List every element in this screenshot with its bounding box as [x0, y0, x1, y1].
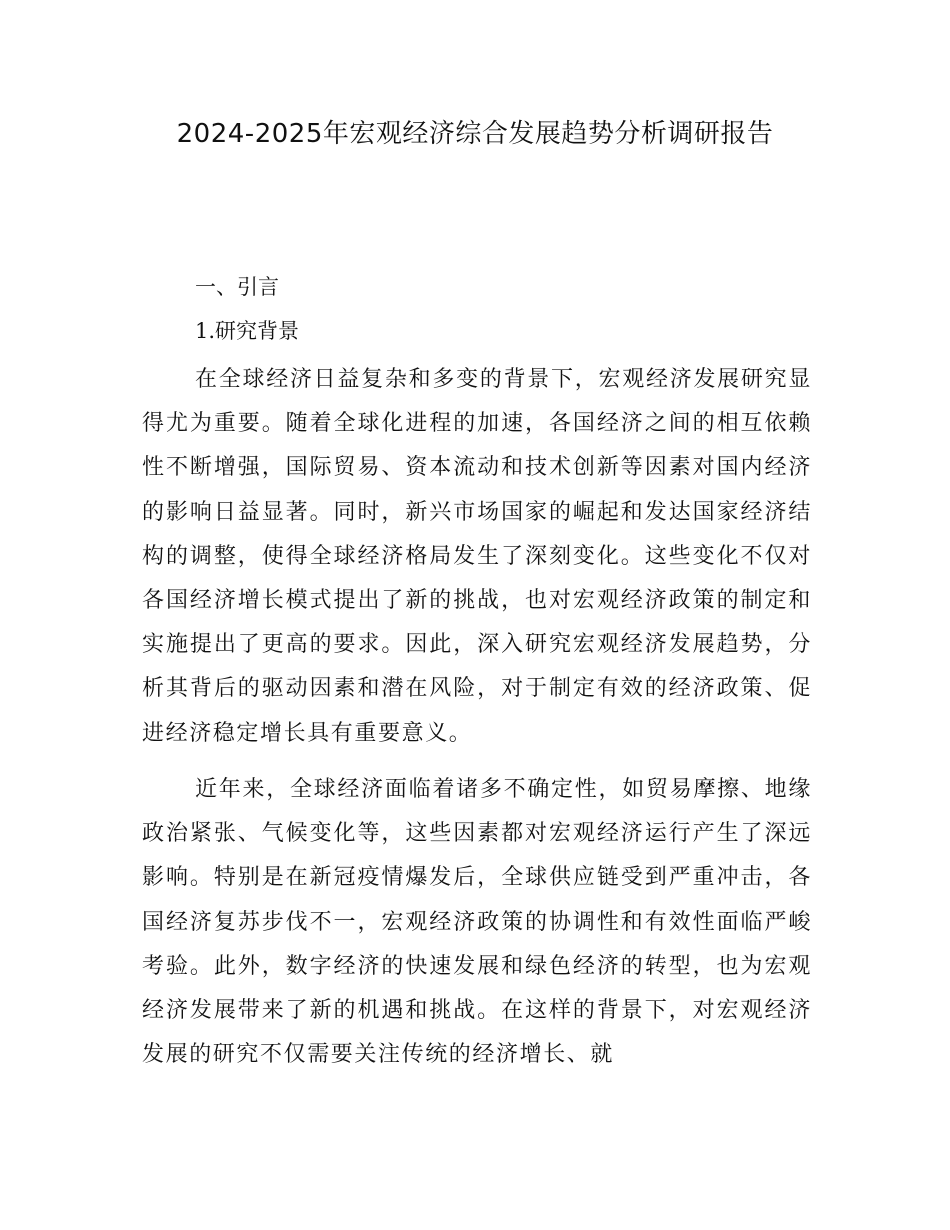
section-heading: 一、引言: [195, 275, 279, 299]
subsection-heading: 1.研究背景: [195, 319, 300, 343]
document-title: 2024-2025年宏观经济综合发展趋势分析调研报告: [176, 119, 774, 149]
body-paragraph-2: 近年来，全球经济面临着诸多不确定性，如贸易摩擦、地缘政治紧张、气候变化等，这些因素都对宏观经济运行产生了深远影响。特别是在新冠疫情爆发后，全球供应链受到严重冲击，各国经济复苏步伐不一，宏观经济政策的协调性和有效性面临严峻考验。此外，数字经济的快速发展和绿色经济的转型，也为宏观经济发展带来了新的机遇和挑战。在这样的背景下，对宏观经济发展的研究不仅需要关注传统的经济增长、就: [142, 777, 812, 1068]
body-paragraph-1: 在全球经济日益复杂和多变的背景下，宏观经济发展研究显得尤为重要。随着全球化进程的加速，各国经济之间的相互依赖性不断增强，国际贸易、资本流动和技术创新等因素对国内经济的影响日益显著。同时，新兴市场国家的崛起和发达国家经济结构的调整，使得全球经济格局发生了深刻变化。这些变化不仅对各国经济增长模式提出了新的挑战，也对宏观经济政策的制定和实施提出了更高的要求。因此，深入研究宏观经济发展趋势，分析其背后的驱动因素和潜在风险，对于制定有效的经济政策、促进经济稳定增长具有重要意义。: [142, 367, 812, 746]
